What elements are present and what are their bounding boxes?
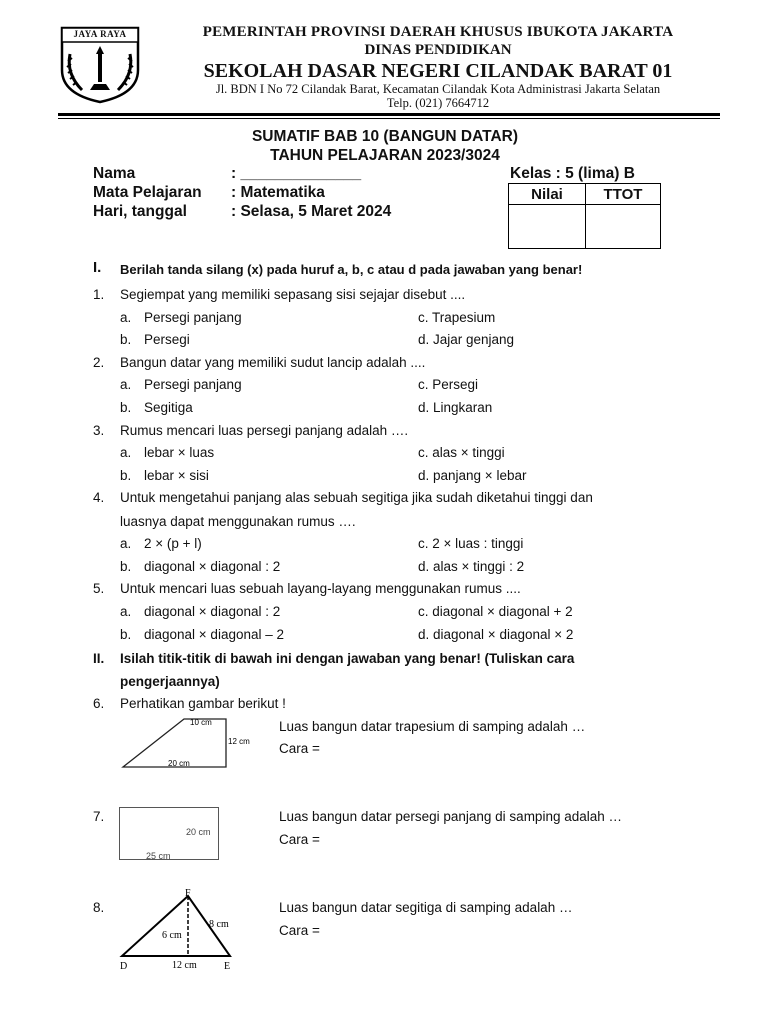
question-5-option-b-letter[interactable]: b. [120,627,132,642]
school-address: Jl. BDN I No 72 Cilandak Barat, Kecamatan Cilandak Kota Administrasi Jakarta Selatan [215,82,661,96]
triangle-figure [116,886,242,972]
score-cell-nilai[interactable] [509,205,586,249]
triangle-slant-label: 8 cm [209,919,229,930]
school-name: SEKOLAH DASAR NEGERI CILANDAK BARAT 01 [203,60,673,82]
score-header-nilai: Nilai [509,184,586,205]
question-3-option-b[interactable]: lebar × sisi [144,468,209,483]
rectangle-height-label: 20 cm [186,827,211,837]
section-2-number: II. [93,651,105,666]
question-2-option-d[interactable]: d. Lingkaran [418,400,493,415]
question-1-option-c[interactable]: c. Trapesium [418,310,496,325]
section-2-instruction-cont: pengerjaannya) [120,674,220,689]
header-divider-thin [58,118,720,119]
essay-6-number: 6. [93,696,105,711]
mapel-value: : Matematika [231,184,325,201]
question-4-option-c[interactable]: c. 2 × luas : tinggi [418,536,524,551]
score-cell-ttot[interactable] [586,205,661,249]
section-1-number: I. [93,259,102,276]
question-3-option-d[interactable]: d. panjang × lebar [418,468,527,483]
essay-8-question: Luas bangun datar segitiga di samping adalah … [279,900,573,915]
triangle-height-label: 6 cm [162,930,182,941]
question-5-text: Untuk mencari luas sebuah layang-layang menggunakan rumus .... [120,581,521,596]
hari-label: Hari, tanggal [93,203,187,220]
section-2-instruction: Isilah titik-titik di bawah ini dengan jawaban yang benar! (Tuliskan cara [120,651,575,666]
question-2-number: 2. [93,355,105,370]
question-3-text: Rumus mencari luas persegi panjang adalah …. [120,423,409,438]
nama-label: Nama [93,165,136,182]
rectangle-figure [118,806,222,862]
hari-value: : Selasa, 5 Maret 2024 [231,203,392,220]
triangle-vertex-d: D [120,961,128,972]
nama-field[interactable]: : ______________ [231,165,362,182]
header-line-1: PEMERINTAH PROVINSI DAERAH KHUSUS IBUKOTA JAKARTA [202,24,674,40]
essay-7-number: 7. [93,809,105,824]
question-1-option-d[interactable]: d. Jajar genjang [418,332,515,347]
score-table [508,183,661,249]
question-4-option-d[interactable]: d. alas × tinggi : 2 [418,559,525,574]
question-4-text-cont: luasnya dapat menggunakan rumus …. [120,514,356,529]
question-5-number: 5. [93,581,105,596]
score-header-ttot: TTOT [586,184,661,205]
trapezoid-side-label: 12 cm [228,737,250,746]
question-3-option-c[interactable]: c. alas × tinggi [418,445,505,460]
trapezoid-bottom-label: 20 cm [168,759,190,768]
question-1-option-b-letter[interactable]: b. [120,332,132,347]
trapezoid-top-label: 10 cm [190,718,212,727]
question-3-number: 3. [93,423,105,438]
question-1-option-b[interactable]: Persegi [144,332,190,347]
question-4-text: Untuk mengetahui panjang alas sebuah segitiga jika sudah diketahui tinggi dan [120,490,593,505]
essay-6-cara[interactable]: Cara = [279,741,320,756]
essay-7-question: Luas bangun datar persegi panjang di samping adalah … [279,809,622,824]
rectangle-width-label: 25 cm [146,851,171,861]
mapel-label: Mata Pelajaran [93,184,202,201]
question-2-option-b-letter[interactable]: b. [120,400,132,415]
section-1-instruction: Berilah tanda silang (x) pada huruf a, b, c atau d pada jawaban yang benar! [120,262,583,277]
exam-year: TAHUN PELAJARAN 2023/3024 [270,147,500,164]
school-phone: Telp. (021) 7664712 [386,96,490,110]
essay-6-question: Luas bangun datar trapesium di samping adalah … [279,719,586,734]
question-4-option-b[interactable]: diagonal × diagonal : 2 [144,559,281,574]
question-3-option-b-letter[interactable]: b. [120,468,132,483]
essay-7-cara[interactable]: Cara = [279,832,320,847]
question-1-number: 1. [93,287,105,302]
question-1-option-a-letter[interactable]: a. [120,310,132,325]
logo-text: JAYA RAYA [73,29,127,39]
question-4-option-a[interactable]: 2 × (p + l) [144,536,202,551]
question-2-option-c[interactable]: c. Persegi [418,377,479,392]
question-2-option-a[interactable]: Persegi panjang [144,377,242,392]
question-5-option-d[interactable]: d. diagonal × diagonal × 2 [418,627,574,642]
question-1-option-a[interactable]: Persegi panjang [144,310,242,325]
question-5-option-a[interactable]: diagonal × diagonal : 2 [144,604,281,619]
school-logo [56,24,144,104]
question-4-option-b-letter[interactable]: b. [120,559,132,574]
question-3-option-a[interactable]: lebar × luas [144,445,215,460]
question-4-option-a-letter[interactable]: a. [120,536,132,551]
essay-6-intro: Perhatikan gambar berikut ! [120,696,286,711]
essay-8-number: 8. [93,900,105,915]
essay-8-cara[interactable]: Cara = [279,923,320,938]
header-line-2: DINAS PENDIDIKAN [364,42,512,58]
triangle-base-label: 12 cm [172,960,197,971]
triangle-vertex-e: E [224,961,231,972]
question-5-option-b[interactable]: diagonal × diagonal – 2 [144,627,284,642]
question-5-option-a-letter[interactable]: a. [120,604,132,619]
kelas-label: Kelas : 5 (lima) B [510,165,635,182]
question-4-number: 4. [93,490,105,505]
question-2-option-b[interactable]: Segitiga [144,400,193,415]
exam-title: SUMATIF BAB 10 (BANGUN DATAR) [251,128,519,145]
question-2-option-a-letter[interactable]: a. [120,377,132,392]
question-3-option-a-letter[interactable]: a. [120,445,132,460]
question-1-text: Segiempat yang memiliki sepasang sisi sejajar disebut .... [120,287,466,302]
triangle-vertex-f: F [185,888,191,899]
header-divider-thick [58,113,720,116]
trapezoid-figure [116,716,266,772]
question-2-text: Bangun datar yang memiliki sudut lancip adalah .... [120,355,426,370]
question-5-option-c[interactable]: c. diagonal × diagonal + 2 [418,604,573,619]
